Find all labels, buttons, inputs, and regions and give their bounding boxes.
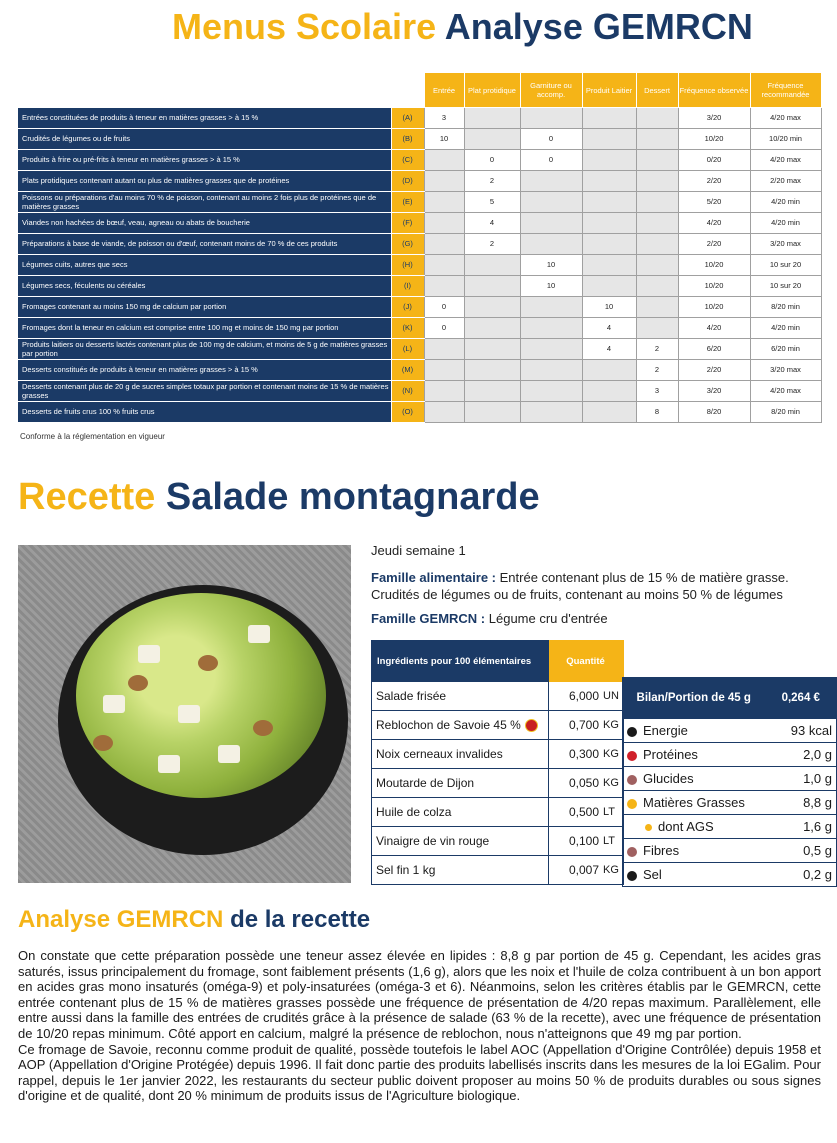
gemrcn-row-label: Poissons ou préparations d'au moins 70 % de poisson, contenant au moins 2 fois plus de protéines que de matières grasses bbox=[18, 191, 391, 212]
gemrcn-row-code: (I) bbox=[391, 275, 424, 296]
bilan-row bbox=[623, 791, 837, 815]
frequence-recommandee: 8/20 min bbox=[750, 296, 821, 317]
recipe-day: Jeudi semaine 1 bbox=[371, 543, 466, 558]
recipe-title bbox=[18, 476, 540, 519]
gemrcn-label: Famille GEMRCN : bbox=[371, 611, 486, 626]
bilan-value: 93 kcal bbox=[765, 719, 837, 743]
ingredient-row bbox=[372, 711, 624, 740]
gemrcn-cell bbox=[424, 275, 464, 296]
ingredient-unit: KG bbox=[601, 769, 624, 798]
gemrcn-cell: 4 bbox=[582, 338, 636, 359]
gemrcn-col-header: Entrée bbox=[424, 73, 464, 108]
ingredient-row bbox=[372, 827, 624, 856]
gemrcn-row bbox=[18, 338, 821, 359]
nutrient-dot-icon bbox=[627, 871, 637, 881]
salad-photo bbox=[18, 545, 351, 883]
gemrcn-cell: 2 bbox=[464, 233, 520, 254]
gemrcn-cell: 10 bbox=[520, 254, 582, 275]
gemrcn-cell: 0 bbox=[424, 317, 464, 338]
gemrcn-cell bbox=[636, 317, 678, 338]
gemrcn-cell bbox=[520, 191, 582, 212]
gemrcn-row bbox=[18, 149, 821, 170]
ingredient-qty: 0,500 bbox=[549, 798, 602, 827]
gemrcn-cell: 2 bbox=[636, 338, 678, 359]
ingredient-name-text: Reblochon de Savoie 45 % bbox=[376, 717, 521, 732]
gemrcn-cell bbox=[636, 254, 678, 275]
famille-label: Famille alimentaire : bbox=[371, 570, 496, 585]
gemrcn-row bbox=[18, 401, 821, 422]
bilan-row bbox=[623, 767, 837, 791]
gemrcn-cell bbox=[520, 296, 582, 317]
ingredient-name-text: Moutarde de Dijon bbox=[376, 776, 475, 790]
frequence-observee: 10/20 bbox=[678, 275, 750, 296]
gemrcn-cell bbox=[464, 108, 520, 129]
page-title bbox=[172, 6, 753, 48]
gemrcn-row-code: (F) bbox=[391, 212, 424, 233]
gemrcn-cell bbox=[424, 401, 464, 422]
gemrcn-row-label: Préparations à base de viande, de poisson ou d'œuf, contenant moins de 70 % de ces produits bbox=[18, 233, 391, 254]
gemrcn-cell: 0 bbox=[424, 296, 464, 317]
gemrcn-cell bbox=[424, 149, 464, 170]
nutrient-dot-icon bbox=[645, 824, 652, 831]
gemrcn-cell bbox=[636, 170, 678, 191]
ingredient-name-text: Noix cerneaux invalides bbox=[376, 747, 503, 761]
frequence-recommandee: 2/20 max bbox=[750, 170, 821, 191]
gemrcn-cell bbox=[424, 170, 464, 191]
ingredient-name bbox=[372, 827, 549, 856]
gemrcn-cell bbox=[424, 233, 464, 254]
gemrcn-cell bbox=[582, 401, 636, 422]
gemrcn-row-label: Viandes non hachées de bœuf, veau, agneau ou abats de boucherie bbox=[18, 212, 391, 233]
gemrcn-cell: 3 bbox=[424, 108, 464, 129]
gemrcn-row-code: (A) bbox=[391, 108, 424, 129]
frequence-observee: 10/20 bbox=[678, 296, 750, 317]
gemrcn-cell bbox=[582, 233, 636, 254]
gemrcn-row-label: Desserts constitués de produits à teneur en matières grasses > à 15 % bbox=[18, 359, 391, 380]
bilan-nutrient bbox=[623, 791, 766, 815]
ingredient-unit: KG bbox=[601, 856, 624, 885]
ingredient-qty: 0,300 bbox=[549, 740, 602, 769]
ingredient-name bbox=[372, 682, 549, 711]
ingredient-name-text: Huile de colza bbox=[376, 805, 452, 819]
frequence-observee: 0/20 bbox=[678, 149, 750, 170]
gemrcn-cell bbox=[464, 317, 520, 338]
gemrcn-row bbox=[18, 212, 821, 233]
gemrcn-cell bbox=[636, 212, 678, 233]
analysis-title-part2: de la recette bbox=[230, 906, 371, 933]
bilan-row bbox=[623, 815, 837, 839]
frequence-observee: 10/20 bbox=[678, 128, 750, 149]
gemrcn-cell: 4 bbox=[582, 317, 636, 338]
gemrcn-row-label: Entrées constituées de produits à teneur en matières grasses > à 15 % bbox=[18, 108, 391, 129]
frequence-recommandee: 10 sur 20 bbox=[750, 275, 821, 296]
ingredient-qty: 0,050 bbox=[549, 769, 602, 798]
gemrcn-row-label: Fromages dont la teneur en calcium est comprise entre 100 mg et moins de 150 mg par portion bbox=[18, 317, 391, 338]
bilan-table bbox=[622, 677, 837, 887]
bilan-row bbox=[623, 743, 837, 767]
bilan-value: 0,2 g bbox=[765, 863, 837, 887]
gemrcn-row-code: (G) bbox=[391, 233, 424, 254]
ingredient-name bbox=[372, 856, 549, 885]
gemrcn-cell bbox=[464, 254, 520, 275]
aop-label-icon bbox=[525, 719, 538, 732]
bilan-row bbox=[623, 863, 837, 887]
gemrcn-row bbox=[18, 233, 821, 254]
gemrcn-cell bbox=[582, 275, 636, 296]
bilan-header: Bilan/Portion de 45 g bbox=[623, 678, 766, 719]
gemrcn-cell bbox=[636, 128, 678, 149]
ingredient-unit: UN bbox=[601, 682, 624, 711]
gemrcn-cell bbox=[636, 108, 678, 129]
gemrcn-cell bbox=[520, 401, 582, 422]
gemrcn-row bbox=[18, 170, 821, 191]
recipe-title-part1: Recette bbox=[18, 476, 156, 518]
frequence-observee: 2/20 bbox=[678, 170, 750, 191]
gemrcn-row-code: (E) bbox=[391, 191, 424, 212]
gemrcn-row bbox=[18, 191, 821, 212]
ingredient-name-text: Vinaigre de vin rouge bbox=[376, 834, 490, 848]
gemrcn-row bbox=[18, 275, 821, 296]
ingredient-name-text: Salade frisée bbox=[376, 689, 447, 703]
recipe-title-part2: Salade montagnarde bbox=[165, 476, 540, 518]
gemrcn-row bbox=[18, 108, 821, 129]
ingredient-qty: 0,007 bbox=[549, 856, 602, 885]
bilan-row bbox=[623, 719, 837, 743]
frequence-observee: 3/20 bbox=[678, 108, 750, 129]
analysis-text bbox=[18, 948, 821, 1104]
bilan-nutrient bbox=[623, 839, 766, 863]
frequence-observee: 10/20 bbox=[678, 254, 750, 275]
ingredient-unit: KG bbox=[601, 740, 624, 769]
gemrcn-cell bbox=[636, 233, 678, 254]
gemrcn-cell bbox=[636, 149, 678, 170]
bilan-nutrient bbox=[623, 767, 766, 791]
gemrcn-row-label: Légumes secs, féculents ou céréales bbox=[18, 275, 391, 296]
analysis-paragraph-2: Ce fromage de Savoie, reconnu comme produit de qualité, possède toutefois le label AOC (Appellation d'Origine Contrôlée) depuis 1958 et AOP (Appellation d'Origine Protégée) depuis 1996. Il fait donc partie des produits labellisés inscrits dans les mesures de la loi EGalim. Pour rappel, depuis le 1er janvier 2022, les restaurants du secteur public doivent proposer au moins 50 % de produits durables ou sous signes d'origine et de qualité, dont 20 % minimum de produits issus de l'Agriculture biologique. bbox=[18, 1041, 821, 1104]
gemrcn-cell bbox=[464, 128, 520, 149]
gemrcn-cell: 8 bbox=[636, 401, 678, 422]
gemrcn-col-header: Produit Laitier bbox=[582, 73, 636, 108]
gemrcn-cell bbox=[582, 128, 636, 149]
nutrient-dot-icon bbox=[627, 847, 637, 857]
nutrient-dot-icon bbox=[627, 751, 637, 761]
gemrcn-cell bbox=[520, 317, 582, 338]
ingredient-row bbox=[372, 856, 624, 885]
bilan-nutrient-name: Sel bbox=[643, 867, 662, 882]
frequence-observee: 3/20 bbox=[678, 380, 750, 401]
ingredient-row bbox=[372, 740, 624, 769]
ingredient-row bbox=[372, 769, 624, 798]
analysis-paragraph-1: On constate que cette préparation possède une teneur assez élevée en lipides : 8,8 g par portion de 45 g. Cependant, les acides gras saturés, issus principalement du fromage, sont faiblement présents (1,6 g), alors que les noix et l'huile de colza contribuent à un bon apport en acides gras mono insaturés (oméga-9) et poly-insaturées (oméga-3 et 6). Néanmoins, selon les critères établis par le GEMRCN, cette entrée contenant plus de 15 % de matières grasses possède une fréquence de présentation de 4/20 repas maximum. Parallèlement, elle entre aussi dans la famille des entrées de crudités grâce à la présence de salade (63 % de la recette), avec une fréquence de présentation de 10/20 repas minimum. Côté apport en calcium, malgré la présence de reblochon, nous n'atteignons que 49 mg par portion. bbox=[18, 948, 821, 1041]
gemrcn-row-code: (L) bbox=[391, 338, 424, 359]
gemrcn-cell bbox=[582, 149, 636, 170]
gemrcn-cell bbox=[520, 212, 582, 233]
gemrcn-cell: 0 bbox=[464, 149, 520, 170]
bilan-nutrient bbox=[623, 719, 766, 743]
famille-text: Entrée contenant plus de 15 % de matière grasse. Crudités de légumes ou de fruits, contenant au moins 50 % de légumes bbox=[371, 570, 789, 602]
gemrcn-row-code: (B) bbox=[391, 128, 424, 149]
bilan-nutrient-name: Energie bbox=[643, 723, 688, 738]
analysis-title bbox=[18, 906, 370, 934]
gemrcn-row bbox=[18, 380, 821, 401]
gemrcn-cell bbox=[582, 108, 636, 129]
ingredient-qty: 6,000 bbox=[549, 682, 602, 711]
gemrcn-footnote: Conforme à la réglementation en vigueur bbox=[20, 432, 165, 441]
gemrcn-row-code: (D) bbox=[391, 170, 424, 191]
ingredient-unit: LT bbox=[601, 798, 624, 827]
quantity-header: Quantité bbox=[549, 641, 624, 682]
gemrcn-row-label: Desserts contenant plus de 20 g de sucres simples totaux par portion et contenant moins de 15 % de matières grasses bbox=[18, 380, 391, 401]
nutrient-dot-icon bbox=[627, 727, 637, 737]
gemrcn-cell: 0 bbox=[520, 149, 582, 170]
gemrcn-table bbox=[18, 72, 822, 423]
gemrcn-cell bbox=[520, 233, 582, 254]
gemrcn-cell: 0 bbox=[520, 128, 582, 149]
frequence-observee: 4/20 bbox=[678, 317, 750, 338]
gemrcn-cell bbox=[520, 338, 582, 359]
frequence-recommandee: 4/20 max bbox=[750, 108, 821, 129]
gemrcn-cell bbox=[464, 380, 520, 401]
gemrcn-cell bbox=[582, 212, 636, 233]
bilan-price: 0,264 € bbox=[765, 678, 837, 719]
famille-gemrcn bbox=[371, 610, 608, 627]
frequence-recommandee: 8/20 min bbox=[750, 401, 821, 422]
frequence-recommandee: 4/20 min bbox=[750, 191, 821, 212]
gemrcn-cell bbox=[464, 401, 520, 422]
gemrcn-row-code: (C) bbox=[391, 149, 424, 170]
gemrcn-row bbox=[18, 317, 821, 338]
frequence-observee: 6/20 bbox=[678, 338, 750, 359]
frequence-observee: 2/20 bbox=[678, 359, 750, 380]
gemrcn-cell bbox=[424, 212, 464, 233]
gemrcn-cell bbox=[520, 359, 582, 380]
gemrcn-cell bbox=[424, 338, 464, 359]
analysis-title-part1: Analyse GEMRCN bbox=[18, 906, 224, 933]
bilan-value: 8,8 g bbox=[765, 791, 837, 815]
gemrcn-cell bbox=[424, 380, 464, 401]
gemrcn-cell bbox=[582, 254, 636, 275]
frequence-observee: 5/20 bbox=[678, 191, 750, 212]
ingredients-table bbox=[371, 640, 624, 885]
gemrcn-col-header: Dessert bbox=[636, 73, 678, 108]
gemrcn-cell bbox=[636, 275, 678, 296]
frequence-recommandee: 4/20 min bbox=[750, 212, 821, 233]
ingredient-unit: LT bbox=[601, 827, 624, 856]
gemrcn-row-code: (H) bbox=[391, 254, 424, 275]
bilan-nutrient bbox=[623, 815, 766, 839]
bilan-nutrient bbox=[623, 863, 766, 887]
gemrcn-row-label: Légumes cuits, autres que secs bbox=[18, 254, 391, 275]
gemrcn-row-label: Produits laitiers ou desserts lactés contenant plus de 100 mg de calcium, et moins de 5 g de matières grasses par portion bbox=[18, 338, 391, 359]
gemrcn-cell: 4 bbox=[464, 212, 520, 233]
gemrcn-cell bbox=[520, 170, 582, 191]
gemrcn-cell bbox=[582, 380, 636, 401]
bilan-value: 1,0 g bbox=[765, 767, 837, 791]
gemrcn-col-header: Plat protidique bbox=[464, 73, 520, 108]
ingredients-header: Ingrédients pour 100 élémentaires bbox=[372, 641, 549, 682]
bilan-value: 1,6 g bbox=[765, 815, 837, 839]
gemrcn-row-label: Produits à frire ou pré-frits à teneur en matières grasses > à 15 % bbox=[18, 149, 391, 170]
gemrcn-cell bbox=[582, 170, 636, 191]
gemrcn-cell bbox=[464, 296, 520, 317]
gemrcn-cell: 10 bbox=[520, 275, 582, 296]
gemrcn-row-label: Crudités de légumes ou de fruits bbox=[18, 128, 391, 149]
gemrcn-row bbox=[18, 254, 821, 275]
gemrcn-cell bbox=[582, 191, 636, 212]
frequence-observee: 8/20 bbox=[678, 401, 750, 422]
gemrcn-row bbox=[18, 359, 821, 380]
bilan-value: 0,5 g bbox=[765, 839, 837, 863]
gemrcn-row bbox=[18, 128, 821, 149]
frequence-recommandee: 10 sur 20 bbox=[750, 254, 821, 275]
gemrcn-cell bbox=[520, 108, 582, 129]
ingredient-qty: 0,700 bbox=[549, 711, 602, 740]
ingredient-unit: KG bbox=[601, 711, 624, 740]
bilan-row bbox=[623, 839, 837, 863]
bilan-nutrient-name: Protéines bbox=[643, 747, 698, 762]
bilan-value: 2,0 g bbox=[765, 743, 837, 767]
gemrcn-text: Légume cru d'entrée bbox=[488, 611, 608, 626]
ingredient-row bbox=[372, 798, 624, 827]
frequence-observee: 4/20 bbox=[678, 212, 750, 233]
gemrcn-cell: 2 bbox=[636, 359, 678, 380]
nutrient-dot-icon bbox=[627, 775, 637, 785]
gemrcn-cell bbox=[424, 359, 464, 380]
title-part1: Menus Scolaire bbox=[172, 6, 437, 47]
gemrcn-row-label: Fromages contenant au moins 150 mg de calcium par portion bbox=[18, 296, 391, 317]
frequence-observee: 2/20 bbox=[678, 233, 750, 254]
gemrcn-cell: 5 bbox=[464, 191, 520, 212]
ingredient-name bbox=[372, 798, 549, 827]
gemrcn-row-code: (M) bbox=[391, 359, 424, 380]
frequence-recommandee: 6/20 min bbox=[750, 338, 821, 359]
ingredient-name bbox=[372, 711, 549, 740]
gemrcn-col-header: Fréquence observée bbox=[678, 73, 750, 108]
ingredient-qty: 0,100 bbox=[549, 827, 602, 856]
gemrcn-cell: 3 bbox=[636, 380, 678, 401]
gemrcn-cell bbox=[464, 359, 520, 380]
gemrcn-cell bbox=[520, 380, 582, 401]
gemrcn-row bbox=[18, 296, 821, 317]
gemrcn-cell bbox=[464, 275, 520, 296]
gemrcn-row-code: (N) bbox=[391, 380, 424, 401]
gemrcn-cell bbox=[636, 191, 678, 212]
frequence-recommandee: 10/20 min bbox=[750, 128, 821, 149]
gemrcn-cell bbox=[582, 359, 636, 380]
bilan-nutrient bbox=[623, 743, 766, 767]
bilan-nutrient-name: Matières Grasses bbox=[643, 795, 745, 810]
frequence-recommandee: 4/20 min bbox=[750, 317, 821, 338]
ingredient-name bbox=[372, 769, 549, 798]
gemrcn-cell bbox=[424, 254, 464, 275]
nutrient-dot-icon bbox=[627, 799, 637, 809]
bilan-nutrient-name: Glucides bbox=[643, 771, 694, 786]
title-part2: Analyse GEMRCN bbox=[444, 6, 753, 47]
ingredient-name bbox=[372, 740, 549, 769]
gemrcn-row-label: Desserts de fruits crus 100 % fruits crus bbox=[18, 401, 391, 422]
frequence-recommandee: 3/20 max bbox=[750, 359, 821, 380]
gemrcn-row-label: Plats protidiques contenant autant ou plus de matières grasses que de protéines bbox=[18, 170, 391, 191]
gemrcn-cell bbox=[464, 338, 520, 359]
gemrcn-row-code: (K) bbox=[391, 317, 424, 338]
ingredient-row bbox=[372, 682, 624, 711]
gemrcn-cell bbox=[424, 191, 464, 212]
gemrcn-cell bbox=[636, 296, 678, 317]
frequence-recommandee: 4/20 max bbox=[750, 149, 821, 170]
gemrcn-cell: 2 bbox=[464, 170, 520, 191]
bilan-nutrient-name: Fibres bbox=[643, 843, 680, 858]
gemrcn-cell: 10 bbox=[582, 296, 636, 317]
ingredient-name-text: Sel fin 1 kg bbox=[376, 863, 436, 877]
frequence-recommandee: 4/20 max bbox=[750, 380, 821, 401]
gemrcn-row-code: (J) bbox=[391, 296, 424, 317]
famille-alimentaire bbox=[371, 569, 811, 603]
bilan-nutrient-name: dont AGS bbox=[658, 819, 714, 834]
gemrcn-col-header: Garniture ou accomp. bbox=[520, 73, 582, 108]
frequence-recommandee: 3/20 max bbox=[750, 233, 821, 254]
gemrcn-col-header: Fréquence recommandée bbox=[750, 73, 821, 108]
gemrcn-cell: 10 bbox=[424, 128, 464, 149]
gemrcn-row-code: (O) bbox=[391, 401, 424, 422]
